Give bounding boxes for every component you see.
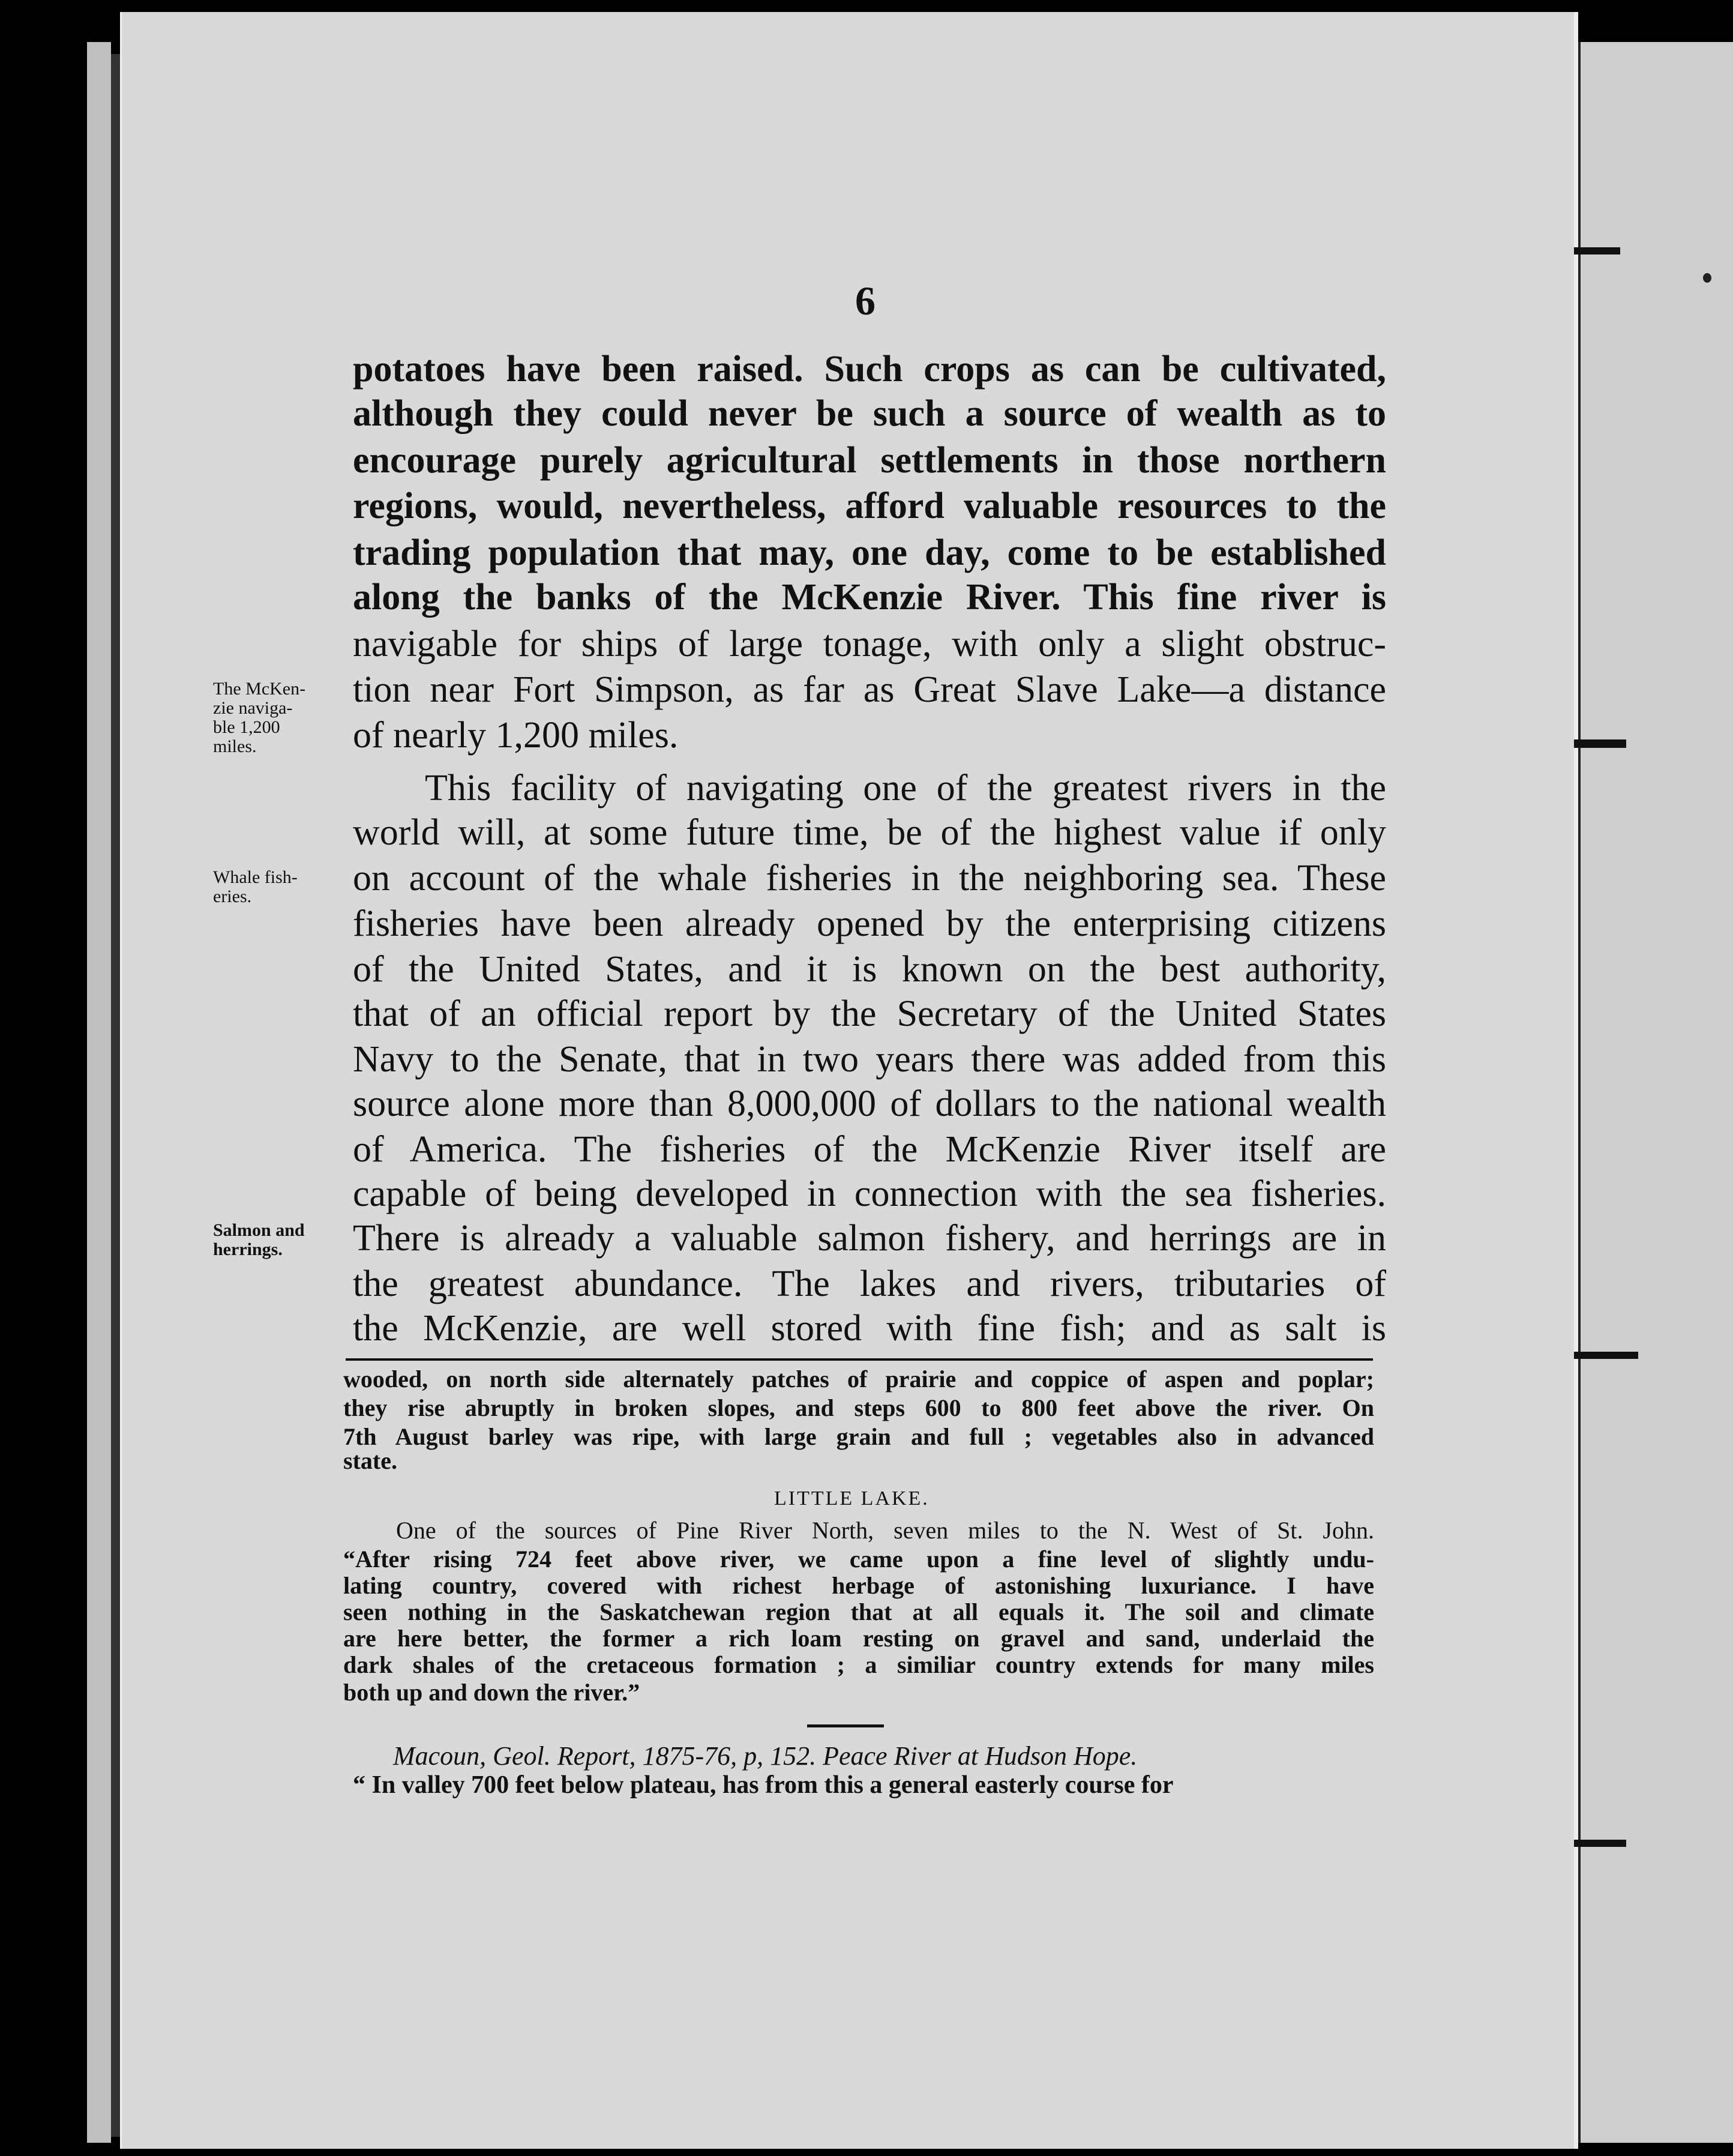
next-page-edge [1578,42,1733,2143]
footnote-line: are here better, the former a rich loam resting on gravel and sand, underlaid the [343,1625,1374,1652]
body-text-line: trading population that may, one day, come to be established [353,532,1386,573]
body-text-line: that of an official report by the Secretary of the United States [353,993,1386,1034]
page-number: 6 [855,278,876,324]
body-text-line: navigable for ships of large tonage, with only a slight obstruc- [353,624,1386,664]
body-text-line: capable of being developed in connection with the sea fisheries. [353,1173,1386,1214]
binding-shadow [111,54,121,2137]
margin-note: Salmon and herrings. [213,1220,305,1259]
section-heading: LITTLE LAKE. [774,1487,930,1510]
footnote-line: seen nothing in the Saskatchewan region that at all equals it. The soil and climate [343,1598,1374,1625]
body-text-line: tion near Fort Simpson, as far as Great Slave Lake—a distance [353,669,1386,710]
body-text-line: Navy to the Senate, that in two years there was added from this [353,1039,1386,1080]
footnote-line: they rise abruptly in broken slopes, and steps 600 to 800 feet above the river. On [343,1394,1374,1421]
footnote-line: lating country, covered with richest herbage of astonishing luxuriance. I have [343,1572,1374,1599]
body-text-line: regions, would, nevertheless, afford valuable resources to the [353,486,1386,526]
footnote-line: One of the sources of Pine River North, seven miles to the N. West of St. John. [396,1517,1374,1544]
footnote-line: state. [343,1447,397,1474]
body-text-line: of nearly 1,200 miles. [353,715,679,756]
footnote-line: dark shales of the cretaceous formation ; a similiar country extends for many miles [343,1651,1374,1678]
ink-speck [1703,273,1711,283]
body-text-line: although they could never be such a source of wealth as to [353,393,1386,434]
footnote-line: both up and down the river.” [343,1679,640,1706]
body-text-line: This facility of navigating one of the greatest rivers in the [425,768,1386,808]
footnote-line: wooded, on north side alternately patches of prairie and coppice of aspen and poplar; [343,1366,1374,1393]
body-text-line: on account of the whale fisheries in the neighboring sea. These [353,858,1386,899]
body-text-line: There is already a valuable salmon fishery, and herrings are in [353,1218,1386,1259]
body-text-line: fisheries have been already opened by the enterprising citizens [353,903,1386,944]
body-text-line: the greatest abundance. The lakes and rivers, tributaries of [353,1263,1386,1304]
footnote-rule [346,1358,1373,1361]
short-rule [807,1724,884,1727]
body-text-line: of the United States, and it is known on the best authority, [353,949,1386,990]
body-text-line: the McKenzie, are well stored with fine fish; and as salt is [353,1308,1386,1349]
previous-page-edge [87,42,111,2143]
body-text-line: along the banks of the McKenzie River. This fine river is [353,577,1386,618]
citation-quote: “ In valley 700 feet below plateau, has from this a general easterly course for [353,1771,1174,1799]
body-text-line: of America. The fisheries of the McKenzie River itself are [353,1129,1386,1170]
body-text-line: source alone more than 8,000,000 of dollars to the national wealth [353,1083,1386,1124]
body-text-line: world will, at some future time, be of the highest value if only [353,812,1386,853]
footnote-line: 7th August barley was ripe, with large grain and full ; vegetables also in advanced [343,1423,1374,1450]
footnote-line: “After rising 724 feet above river, we came upon a fine level of slightly undu- [343,1546,1374,1573]
margin-note: Whale fish- eries. [213,867,298,906]
body-text-line: encourage purely agricultural settlements in those northern [353,440,1386,481]
margin-note: The McKen- zie naviga- ble 1,200 miles. [213,679,306,756]
binding-mark [1566,1352,1638,1359]
body-text-line: potatoes have been raised. Such crops as can be cultivated, [353,349,1386,390]
citation: Macoun, Geol. Report, 1875-76, p, 152. Peace River at Hudson Hope. [393,1741,1138,1771]
